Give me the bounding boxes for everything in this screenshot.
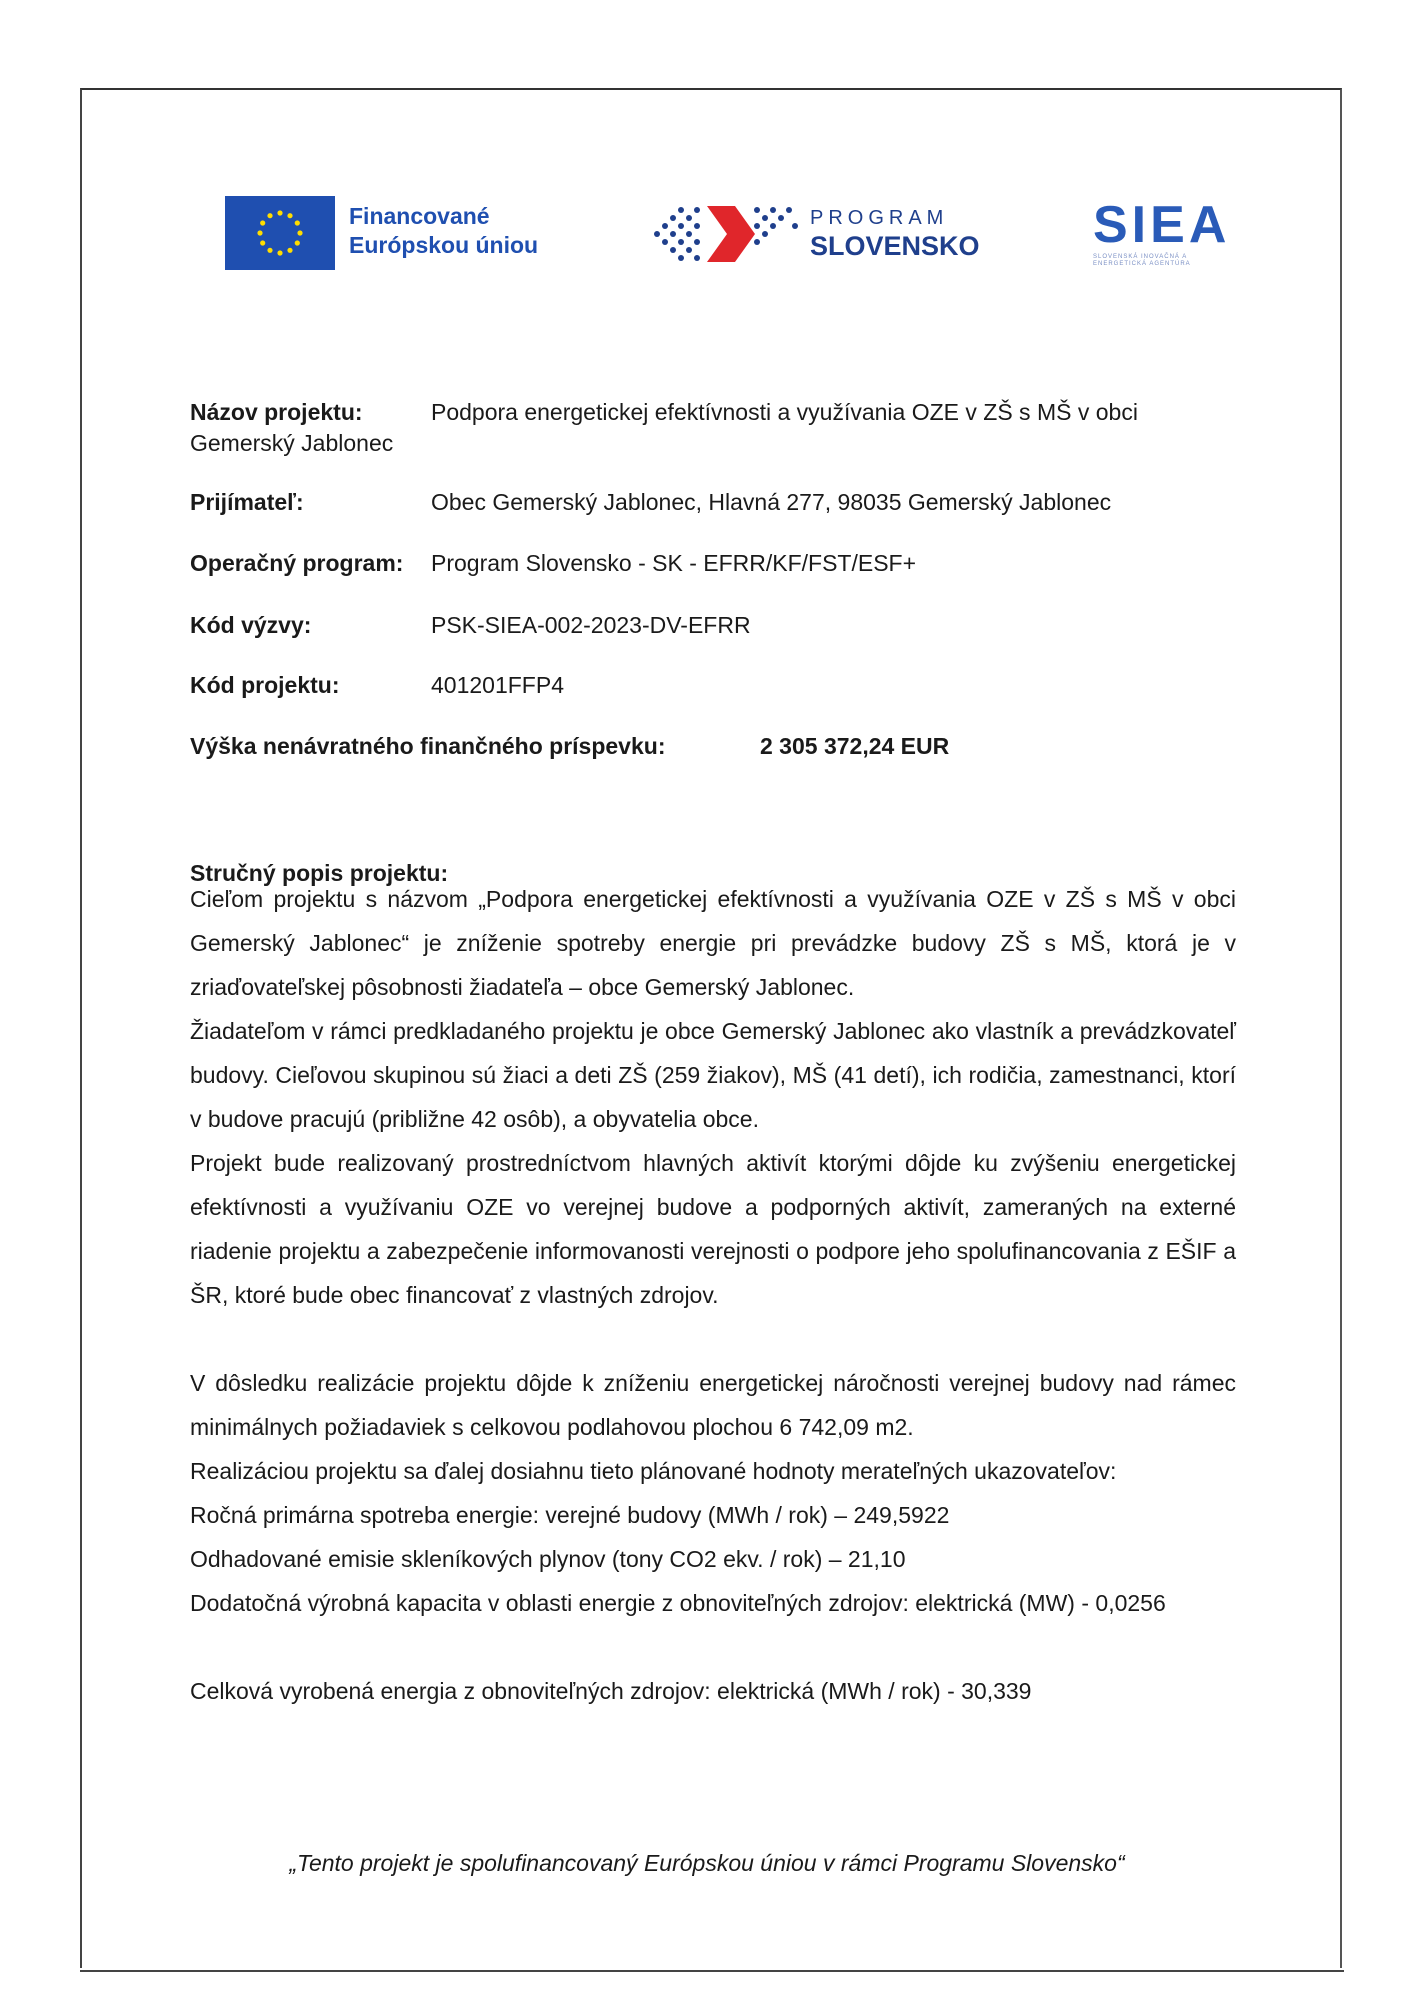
summary-paragraph-3: Projekt bude realizovaný prostredníctvom hlavných aktivít ktorými dôjde ku zvýšeniu energetickej efektívnosti a využívaniu OZE vo verejnej budove a podporných aktivít, zameraných na externé riadenie projektu a zabezpečenie informovanosti verejnosti o podpore jeho spolufinancovania z EŠIF a ŠR, ktoré bude obec financovať z vlastných zdrojov. — [190, 1150, 1236, 1308]
project-name-continuation: Gemerský Jablonec — [190, 430, 394, 456]
eu-line-2: Európskou úniou — [349, 232, 539, 258]
summary-paragraph-2: Žiadateľom v rámci predkladaného projektu je obce Gemerský Jablonec ako vlastník a prevádzkovateľ budovy. Cieľovou skupinou sú žiaci a deti ZŠ (259 žiakov), MŠ (41 detí), ich rodičia, zamestnanci, ktorí v budove pracujú (približne 42 osôb), a obyvatelia obce. — [190, 1018, 1236, 1132]
grant-amount-row — [190, 731, 950, 761]
indicator-renewable-energy: Celková vyrobená energia z obnoviteľných zdrojov: elektrická (MWh / rok) - 30,339 — [190, 1678, 1032, 1704]
program-line-2: SLOVENSKO — [810, 231, 980, 261]
summary-paragraph-5: Realizáciou projektu sa ďalej dosiahnu tieto plánované hodnoty merateľných ukazovateľov: — [190, 1458, 1117, 1484]
siea-tagline: SLOVENSKÁ INOVAČNÁ A ENERGETICKÁ AGENTÚRA — [1093, 254, 1191, 267]
program-slovensko-icon — [645, 196, 825, 276]
summary-paragraph-4: V dôsledku realizácie projektu dôjde k zníženiu energetickej náročnosti verejnej budovy nad rámec minimálnych požiadaviek s celkovou podlahovou plochou 6 742,09 m2. — [190, 1370, 1236, 1440]
logo-bar — [225, 196, 1235, 276]
grant-amount-label: Výška nenávratného finančného príspevku: — [190, 733, 666, 759]
recipient-label: Prijímateľ: — [190, 489, 304, 515]
grant-amount-value: 2 305 372,24 EUR — [760, 733, 950, 759]
document-frame-bottom — [80, 1970, 1344, 1972]
eu-funding-label — [349, 202, 538, 260]
project-code-value: 401201FFP4 — [431, 672, 564, 698]
indicator-emissions: Odhadované emisie skleníkových plynov (tony CO2 ekv. / rok) – 21,10 — [190, 1546, 906, 1572]
indicator-capacity: Dodatočná výrobná kapacita v oblasti energie z obnoviteľných zdrojov: elektrická (MW) - 0,0256 — [190, 1590, 1166, 1616]
op-row — [190, 548, 917, 578]
project-code-label: Kód projektu: — [190, 672, 340, 698]
call-code-label: Kód výzvy: — [190, 612, 312, 638]
call-code-row — [190, 610, 751, 640]
project-name-value: Podpora energetickej efektívnosti a využívania OZE v ZŠ s MŠ v obci — [431, 399, 1138, 425]
op-value: Program Slovensko - SK - EFRR/KF/FST/ESF+ — [431, 550, 917, 576]
recipient-value: Obec Gemerský Jablonec, Hlavná 277, 98035 Gemerský Jablonec — [431, 489, 1112, 515]
project-code-row — [190, 670, 564, 700]
program-line-1: PROGRAM — [810, 207, 949, 229]
eu-flag-icon — [225, 196, 335, 270]
summary-paragraph-1: Cieľom projektu s názvom „Podpora energetickej efektívnosti a využívania OZE v ZŠ s MŠ v obci Gemerský Jablonec“ je zníženie spotreby energie pri prevádzke budovy ZŠ s MŠ, ktorá je v zriaďovateľskej pôsobnosti žiadateľa – obce Gemerský Jablonec. — [190, 886, 1236, 1000]
op-label: Operačný program: — [190, 550, 404, 576]
eu-line-1: Financované — [349, 203, 490, 229]
siea-mark: SIEA — [1093, 196, 1231, 254]
call-code-value: PSK-SIEA-002-2023-DV-EFRR — [431, 612, 751, 638]
cofinancing-statement: „Tento projekt je spolufinancovaný Európskou úniou v rámci Programu Slovensko“ — [289, 1850, 1125, 1876]
project-name-row — [190, 397, 1138, 427]
project-name-label: Názov projektu: — [190, 399, 363, 425]
recipient-row — [190, 487, 1112, 517]
indicator-primary-energy: Ročná primárna spotreba energie: verejné budovy (MWh / rok) – 249,5922 — [190, 1502, 950, 1528]
program-slovensko-label — [810, 206, 980, 262]
siea-logo — [1093, 196, 1243, 276]
summary-title: Stručný popis projektu: — [190, 860, 449, 886]
